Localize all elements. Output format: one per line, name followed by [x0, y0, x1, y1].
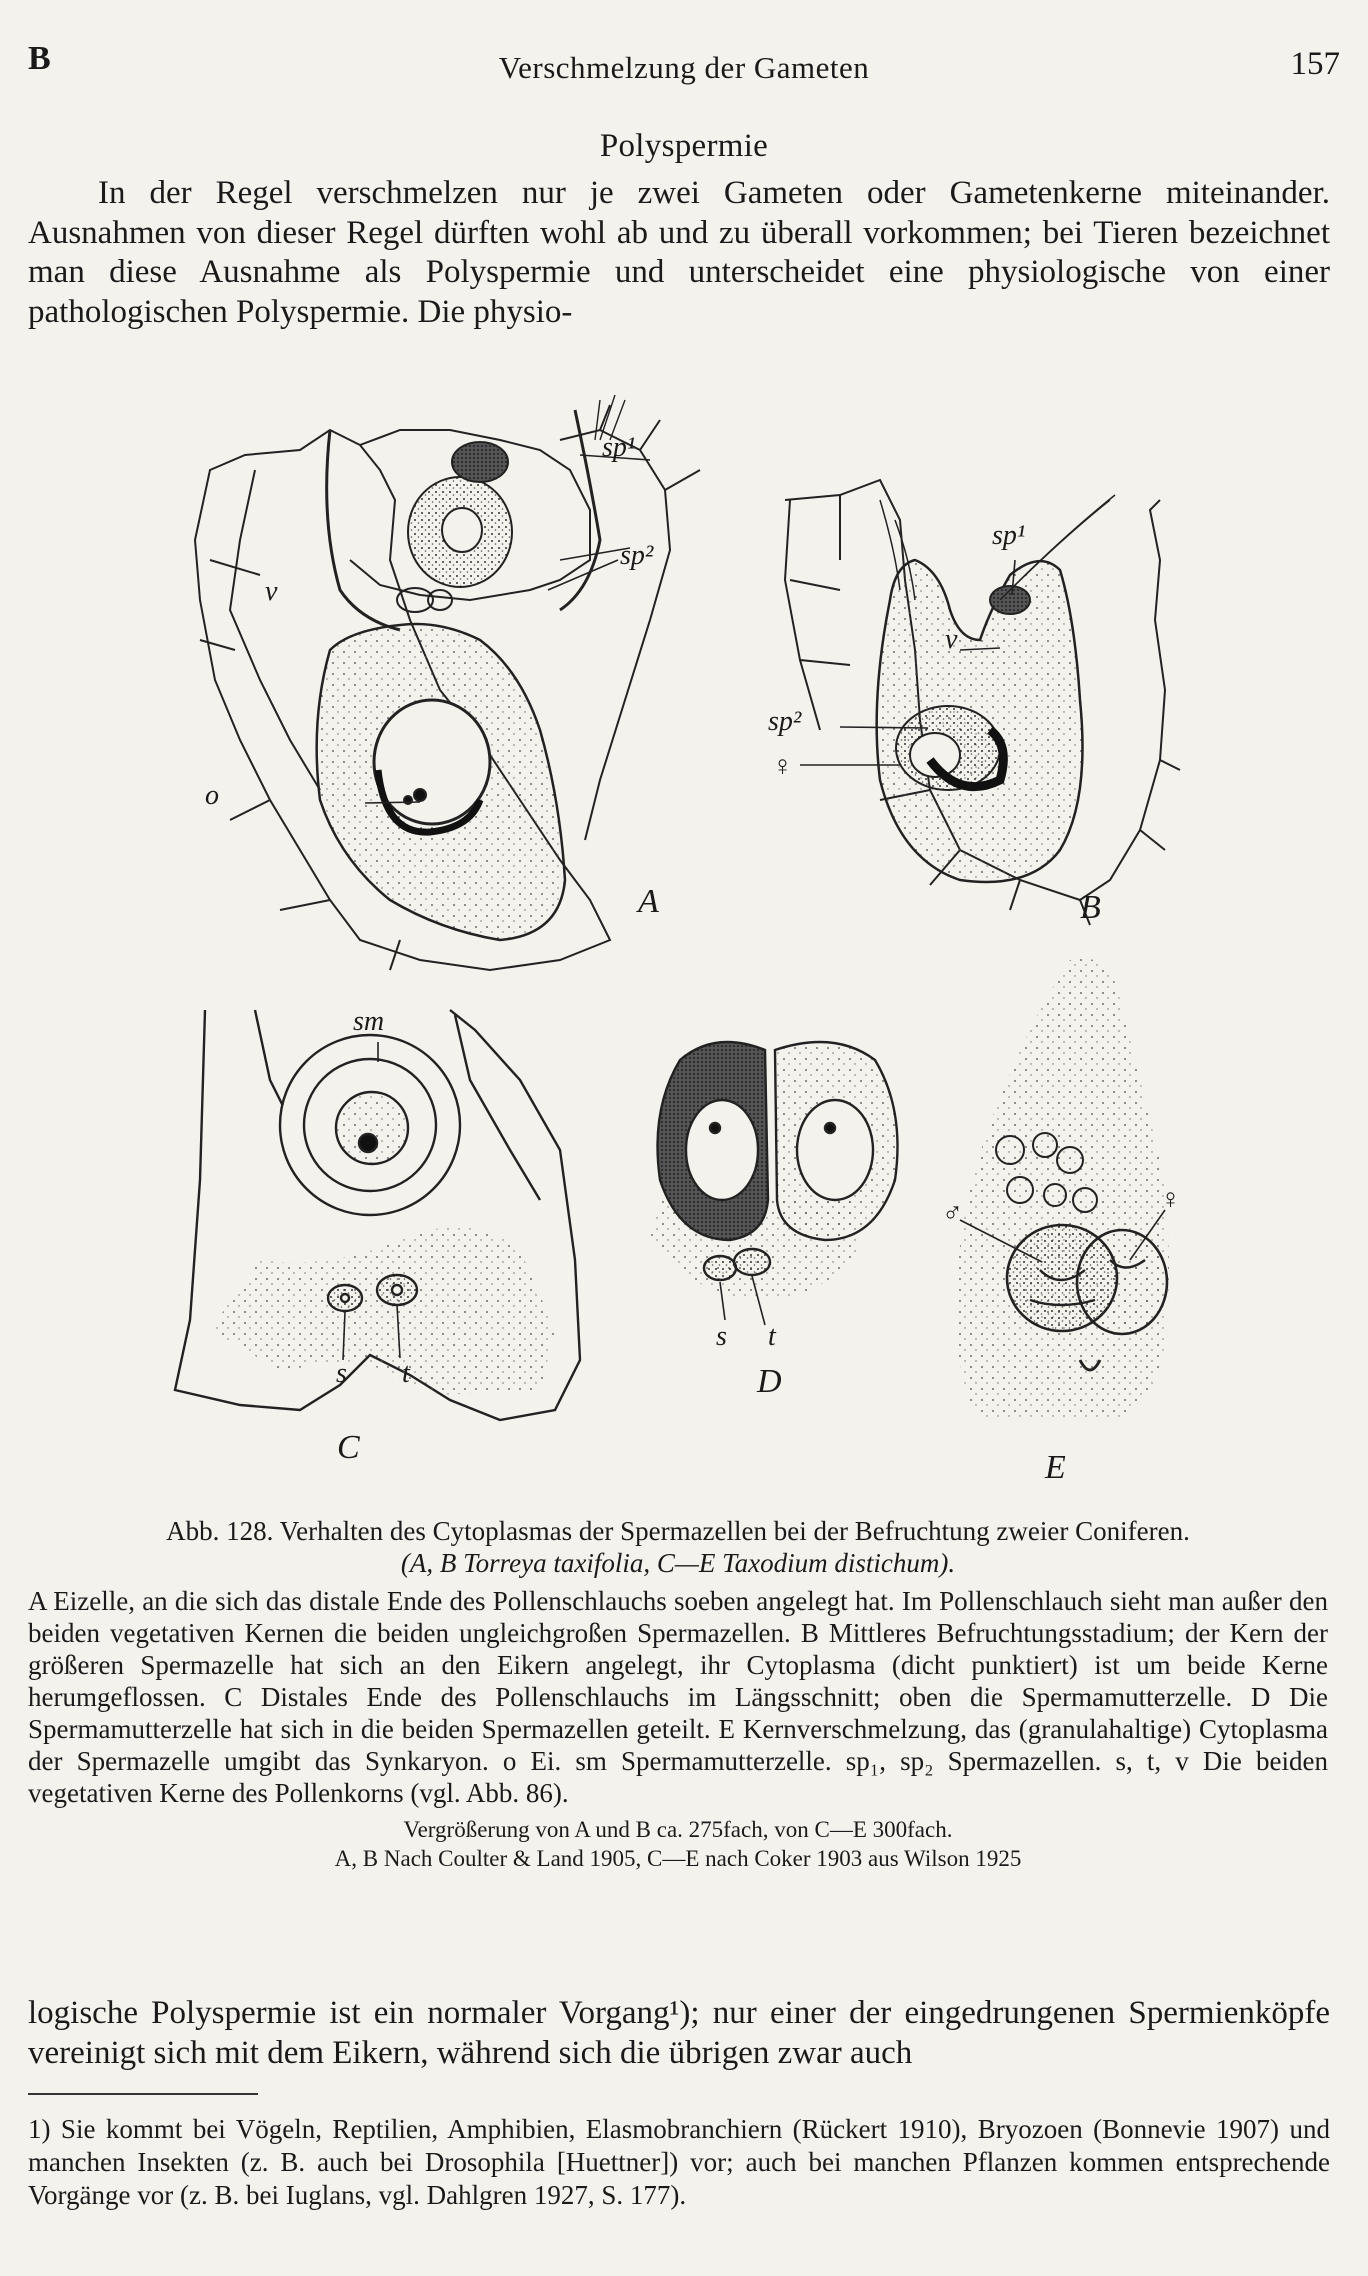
- label-a-sp2: sp²: [620, 540, 654, 571]
- running-title: Verschmelzung der Gameten: [498, 50, 870, 85]
- section-title: Polyspermie: [599, 128, 769, 164]
- label-c-s: s: [336, 1358, 347, 1389]
- label-b-v: v: [945, 624, 958, 655]
- label-c-t: t: [402, 1358, 410, 1389]
- signature-mark: B: [28, 40, 51, 77]
- label-a-sp1: sp¹: [602, 432, 636, 463]
- continuation-paragraph: logische Polyspermie ist ein normaler Vorgang¹); nur einer der eingedrungenen Spermienköpfe vereinigt sich mit dem Eikern, während sich die übrigen zwar auch: [28, 1995, 1330, 2071]
- footnote-rule: [28, 2093, 258, 2095]
- figure-caption: [28, 1515, 1328, 1873]
- caption-species: (A, B Torreya taxifolia, C—E Taxodium distichum).: [400, 1548, 956, 1578]
- caption-magnification: Vergrößerung von A und B ca. 275fach, von C—E 300fach.: [403, 1817, 953, 1842]
- panel-e: [955, 958, 1169, 1420]
- label-b-sp2: sp²: [768, 706, 802, 737]
- panel-a-letter: A: [638, 883, 659, 920]
- figure-128-illustration: [160, 380, 1350, 1480]
- panel-d: [650, 1042, 898, 1325]
- label-c-sm: sm: [353, 1006, 385, 1037]
- intro-paragraph: [28, 174, 1330, 332]
- panel-d-labels: [716, 1321, 782, 1400]
- label-d-t: t: [768, 1321, 776, 1352]
- page-header: [28, 40, 1340, 88]
- panel-e-letter: E: [1045, 1449, 1066, 1480]
- label-d-s: s: [716, 1321, 727, 1352]
- panel-c: [175, 1010, 580, 1420]
- label-b-sp1: sp¹: [992, 520, 1026, 551]
- caption-sources: A, B Nach Coulter & Land 1905, C—E nach Coker 1903 aus Wilson 1925: [334, 1846, 1022, 1871]
- panel-b-letter: B: [1080, 889, 1101, 926]
- intro-paragraph-text: In der Regel verschmelzen nur je zwei Gameten oder Gametenkerne miteinander. Ausnahmen von dieser Regel dürften wohl ab und zu überall vorkommen; bei Tieren bezeichnet man diese Ausnahme als Polyspermie und unterscheidet eine physiologische von einer pathologischen Polyspermie. Die physio-: [28, 175, 1330, 330]
- label-a-o: o: [205, 780, 219, 811]
- panel-c-letter: C: [337, 1429, 360, 1466]
- panel-b: [785, 480, 1180, 925]
- page-number: 157: [1290, 46, 1340, 82]
- label-e-male: ♂: [942, 1198, 963, 1229]
- panel-a: [195, 395, 700, 970]
- caption-description: A Eizelle, an die sich das distale Ende des Pollenschlauchs soeben angelegt hat. Im Pollenschlauch sieht man außer den beiden vegetativen Kernen die beiden ungleichgroßen Spermazellen. B Mittleres Befruchtungsstadium; der Kern der größeren Spermazelle hat sich an den Eikern angelegt, ihr Cytoplasma (dicht punktiert) ist um beide Kerne herumgeflossen. C Distales Ende des Pollenschlauchs im Längsschnitt; oben die Spermamutterzelle. D Die Spermamutterzelle hat sich in die beiden Spermazellen geteilt. E Kernverschmelzung, das (granulahaltige) Cytoplasma der Spermazelle umgibt das Synkaryon. o Ei. sm Spermamutterzelle. sp₁, sp₂ Spermazellen. s, t, v Die beiden vegetativen Kerne des Pollenkorns (vgl. Abb. 86).: [28, 1586, 1328, 1808]
- panel-d-letter: D: [757, 1363, 782, 1400]
- label-e-female: ♀: [1160, 1184, 1181, 1215]
- label-a-v: v: [265, 576, 278, 607]
- label-b-female: ♀: [772, 751, 793, 782]
- footnote: 1) Sie kommt bei Vögeln, Reptilien, Amphibien, Elasmobranchiern (Rückert 1910), Bryozoen (Bonnevie 1907) und manchen Insekten (z. B. auch bei Drosophila [Huettner]) vor; auch bei manchen Pflanzen kommen entsprechende Vorgänge vor (z. B. bei Iuglans, vgl. Dahlgren 1927, S. 177).: [28, 2114, 1330, 2210]
- caption-heading: Abb. 128. Verhalten des Cytoplasmas der Spermazellen bei der Befruchtung zweier Coniferen.: [166, 1516, 1190, 1546]
